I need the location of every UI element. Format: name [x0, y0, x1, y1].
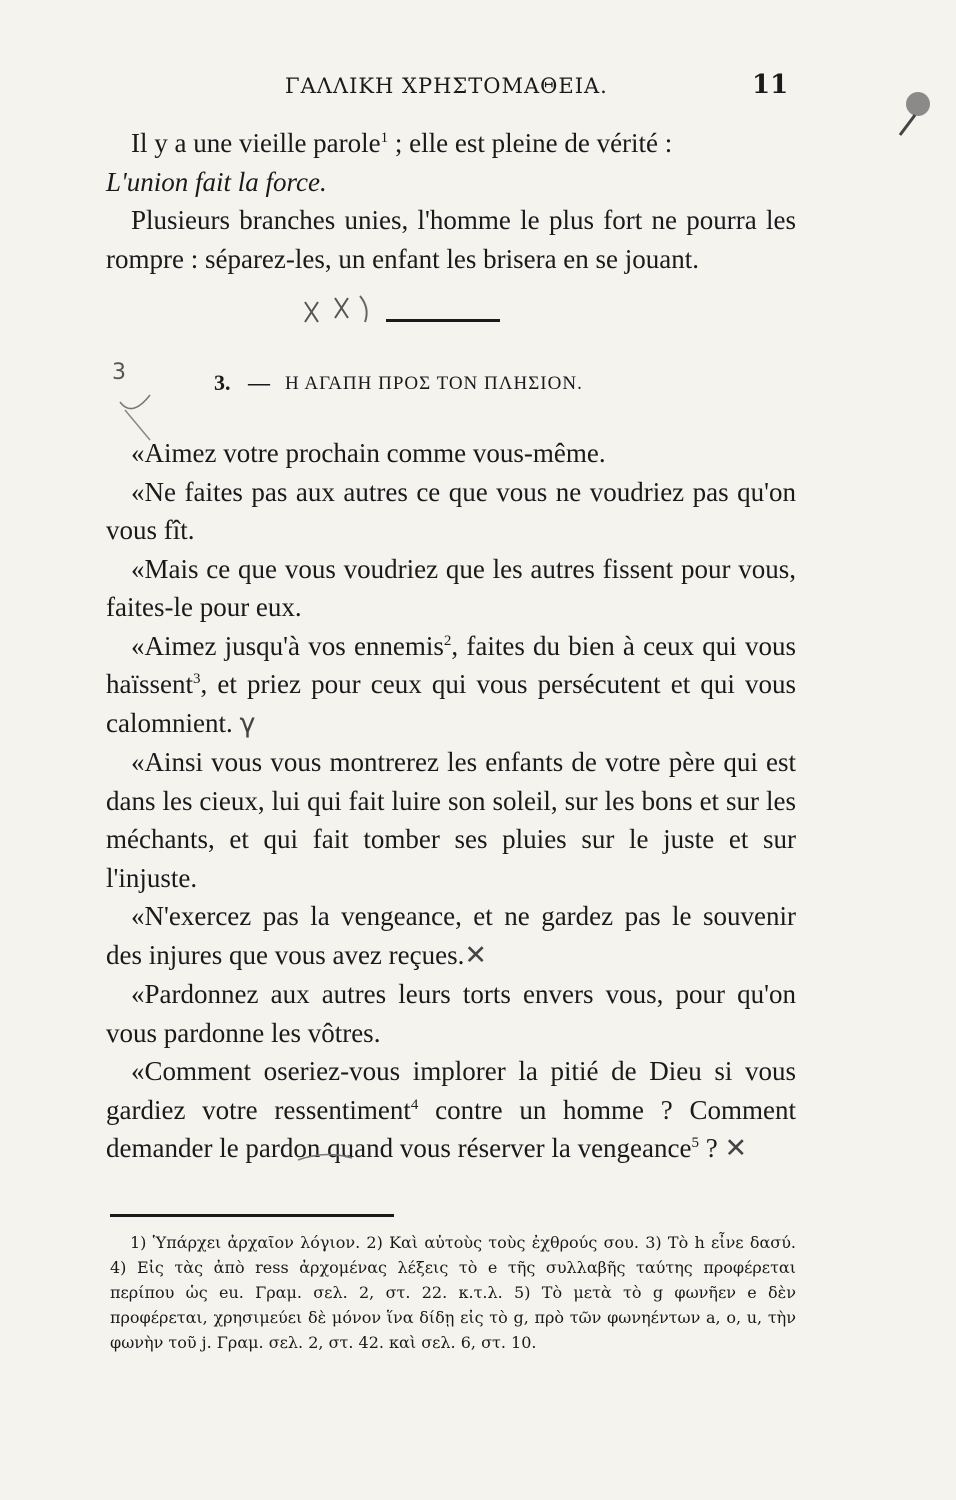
running-head: ΓΑΛΛΙΚΗ ΧΡΗΣΤΟΜΑΘΕΙΑ.	[285, 74, 608, 98]
pencil-stroke-icon	[125, 410, 150, 440]
paragraph: «Aimez jusqu'à vos ennemis$^2$, faites du bien à ceux qui vous haïssent$^3$, et priez pour ceux qui vous persécutent et qui vous calomnient. γ	[106, 630, 796, 739]
margin-note: 3	[112, 360, 126, 385]
footnote-ref: 1	[380, 130, 389, 146]
footnote-ref: 4	[410, 1096, 419, 1113]
paragraph: Plusieurs branches unies, l'homme le plus fort ne pourra les rompre : séparez-les, un enfant les brisera en se jouant.	[106, 205, 796, 274]
paragraph: «Comment oseriez-vous implorer la pitié de Dieu si vous gardiez votre ressentiment$^4$ contre un homme ? Comment demander le pardon quand vous réserver la vengeance$^5$ ? ✕	[106, 1056, 796, 1164]
footnote-ref: 2	[443, 632, 452, 649]
footnote-ref: 5	[691, 1135, 699, 1151]
page-number: 11	[752, 70, 789, 100]
ink-blot-icon	[906, 92, 930, 116]
pencil-cross-icon	[305, 302, 318, 322]
paragraph: «Pardonnez aux autres leurs torts envers vous, pour qu'on vous pardonne les vôtres.	[106, 979, 796, 1048]
paragraph: «Mais ce que vous voudriez que les autres fissent pour vous, faites-le pour eux.	[106, 553, 796, 622]
pencil-stroke-icon	[360, 296, 367, 322]
heading-dash: —	[248, 370, 270, 395]
paragraph: «Ne faites pas aux autres ce que vous ne voudriez pas qu'on vous fît.	[106, 476, 796, 545]
italic-maxim: L'union fait la force.	[106, 166, 327, 197]
footnote-ref: 3	[193, 671, 201, 687]
pencil-cross-icon	[335, 298, 348, 318]
ink-blot-icon	[900, 115, 915, 135]
section-number: 3.	[214, 370, 231, 395]
pencil-cross-mark: ✕	[464, 939, 487, 971]
paragraph: «Ainsi vous vous montrerez les enfants de votre père qui est dans les cieux, lui qui fait luire son soleil, sur les bons et sur les méchants, et qui fait tomber ses pluies sur le juste et sur l'injuste.	[106, 747, 796, 893]
paragraph: «Aimez votre prochain comme vous-même.	[131, 438, 606, 468]
section-title: Η ΑΓΑΠΗ ΠΡΟΣ ΤΟΝ ΠΛΗΣΙΟΝ.	[285, 373, 583, 394]
paragraph: Il y a une vieille parole$^1$ ; elle est pleine de vérité : L'union fait la force.	[106, 128, 673, 197]
footnote-text: 1) Ὑπάρχει ἀρχαῖον λόγιον. 2) Καὶ αὐτοὺς τοὺς ἐχθρούς σου. 3) Τὸ h εἶνε δασύ. 4) Εἰς τὰς ἀπὸ ress ἀρχομένας λέξεις τὸ e τῆς συλλαβῆς ταύτης προφέρεται περίπου ὡς eu. Γραμ. σελ. 2, στ. 22. κ.τ.λ. 5) Τὸ μετὰ τὸ g φωνῆεν e δὲν προφέρεται, χρησιμεύει δὲ μόνον ἵνα δίδῃ εἰς τὸ g, πρὸ τῶν φωνηέντων a, o, u, τὴν φωνὴν τοῦ j. Γραμ. σελ. 2, στ. 42. καὶ σελ. 6, στ. 10.	[110, 1233, 796, 1352]
paragraph: «N'exercez pas la vengeance, et ne gardez pas le souvenir des injures que vous avez reçues.✕	[106, 901, 796, 971]
pencil-check-icon	[120, 395, 150, 409]
pencil-tick-mark: γ	[239, 707, 256, 739]
pencil-stroke-icon	[298, 1154, 352, 1160]
pencil-cross-mark: ✕	[724, 1133, 748, 1164]
